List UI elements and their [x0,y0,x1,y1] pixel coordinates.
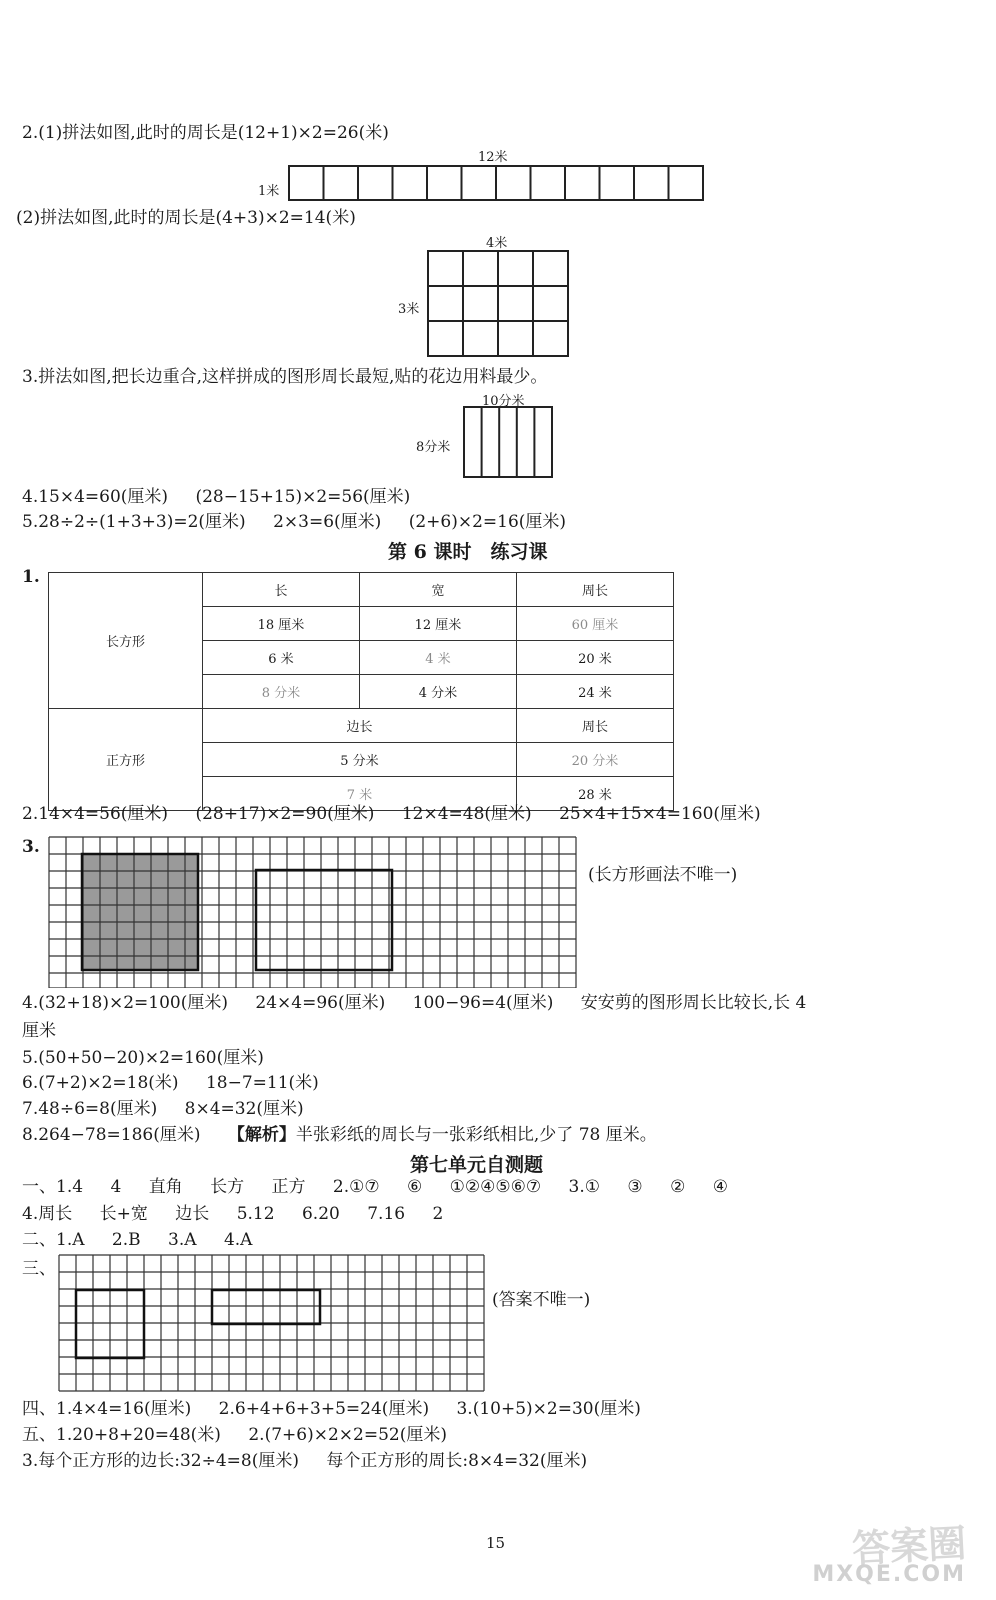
u1g: ⑥ [407,1177,423,1197]
unit-answer-1 [22,1176,728,1198]
u1b: 4 [110,1177,122,1197]
s-answer-4d: 安安剪的图形周长比较长,长 4 [580,993,807,1013]
drawn-rectangle-2 [212,1290,320,1324]
s-answer-8c: 半张彩纸的周长与一张彩纸相比,少了 78 厘米。 [295,1125,657,1145]
s-answer-4c: 100−96=4(厘米) [412,993,554,1013]
u6a: 五、1.20+8+20=48(米) [22,1425,221,1445]
u3b: 2.B [111,1230,141,1250]
fig2-left-label: 3米 [398,302,420,317]
u7a: 3.每个正方形的边长:32÷4=8(厘米) [22,1451,299,1471]
s-answer-8 [22,1124,657,1146]
u1h: ①②④⑤⑥⑦ [449,1177,542,1197]
s-answer-2d: 25×4+15×4=160(厘米) [559,804,761,824]
s-answer-8a: 8.264−78=186(厘米) [22,1125,201,1145]
page-number: 15 [486,1534,506,1552]
watermark-url: MXQE.COM [812,1562,966,1587]
answer-5a: 5.28÷2÷(1+3+3)=2(厘米) [22,512,246,532]
perimeter-table [48,572,674,811]
grid-drawing-1 [48,836,590,988]
th-perimeter: 周长 [516,573,673,607]
fig3-left-label: 8分米 [416,440,451,455]
u2g: 2 [432,1204,444,1224]
fig1-left-label: 1米 [258,184,280,199]
answer-4a: 4.15×4=60(厘米) [22,487,169,507]
table-cell-answer: 20 分米 [516,743,673,777]
answer-5b: 2×3=6(厘米) [273,512,382,532]
s-answer-6 [22,1072,319,1094]
u7b: 每个正方形的周长:8×4=32(厘米) [326,1451,588,1471]
u1e: 正方 [271,1177,306,1197]
u1a: 一、1.4 [22,1177,84,1197]
th-width: 宽 [359,573,516,607]
table-cell: 6 米 [202,641,359,675]
s-answer-6a: 6.(7+2)×2=18(米) [22,1073,179,1093]
u2f: 7.16 [367,1204,406,1224]
th-perimeter-2: 周长 [516,709,673,743]
s-answer-8-analysis: 【解析】 [227,1125,296,1145]
s-answer-7 [22,1098,304,1120]
u3c: 3.A [168,1230,197,1250]
watermark-logo: 答案圈 [851,1521,968,1571]
s-answer-7a: 7.48÷6=8(厘米) [22,1099,158,1119]
s-answer-4 [22,992,806,1014]
u2e: 6.20 [301,1204,340,1224]
table-cell: 5 分米 [202,743,516,777]
answer-2-2: (2)拼法如图,此时的周长是(4+3)×2=14(米) [16,208,356,228]
fig1-top-label: 12米 [478,150,508,165]
th-length: 长 [202,573,359,607]
square-label: 正方形 [49,709,203,811]
unit-answer-1b [22,1203,443,1225]
u1k: ② [670,1177,686,1197]
u2c: 边长 [175,1204,210,1224]
fig3-top-label: 10分米 [482,394,525,409]
answer-2-1: 2.(1)拼法如图,此时的周长是(12+1)×2=26(米) [22,123,389,143]
u6b: 2.(7+6)×2×2=52(厘米) [248,1425,447,1445]
answer-3: 3.拼法如图,把长边重合,这样拼成的图形周长最短,贴的花边用料最少。 [22,367,548,387]
th-side: 边长 [202,709,516,743]
fig1-strip [288,165,708,201]
table-cell: 24 米 [516,675,673,709]
table-cell: 18 厘米 [202,607,359,641]
u3d: 4.A [223,1230,253,1250]
s-answer-2 [22,803,761,825]
u1f: 2.①⑦ [332,1177,380,1197]
unit-answer-5 [22,1424,447,1446]
unit7-heading: 第七单元自测题 [410,1154,544,1176]
unit-answer-3-label: 三、 [22,1259,56,1279]
s-answer-7b: 8×4=32(厘米) [184,1099,304,1119]
table-cell-answer: 4 米 [359,641,516,675]
grid-drawing-2 [58,1254,494,1394]
u5c: 3.(10+5)×2=30(厘米) [456,1399,641,1419]
answer-4 [22,486,410,508]
u5b: 2.6+4+6+3+5=24(厘米) [218,1399,430,1419]
u1j: ③ [627,1177,643,1197]
answer-4b: (28−15+15)×2=56(厘米) [195,487,411,507]
table-cell-answer: 60 厘米 [516,607,673,641]
fig2-grid [427,250,571,358]
table-cell: 28 米 [516,777,673,811]
unit-answer-5-3 [22,1450,587,1472]
s-answer-6b: 18−7=11(米) [205,1073,319,1093]
u5a: 四、1.4×4=16(厘米) [22,1399,192,1419]
s-answer-4e: 厘米 [22,1021,56,1041]
answer-5c: (2+6)×2=16(厘米) [408,512,567,532]
u1c: 直角 [148,1177,183,1197]
rect-label: 长方形 [49,573,203,709]
s-answer-3-num: 3. [22,837,40,857]
u2a: 4.周长 [22,1204,73,1224]
s-answer-2a: 2.14×4=56(厘米) [22,804,169,824]
s-answer-4b: 24×4=96(厘米) [255,993,386,1013]
fig2-top-label: 4米 [486,236,508,251]
s-answer-4a: 4.(32+18)×2=100(厘米) [22,993,229,1013]
u1d: 长方 [210,1177,245,1197]
unit-answer-3-note: (答案不唯一) [492,1290,591,1310]
table-cell-answer: 8 分米 [202,675,359,709]
s-answer-5: 5.(50+50−20)×2=160(厘米) [22,1048,264,1068]
fig3-rect [463,406,553,478]
s-answer-2b: (28+17)×2=90(厘米) [195,804,375,824]
u1l: ④ [712,1177,728,1197]
lesson6-heading: 第 6 课时 练习课 [388,541,548,563]
answer-5 [22,511,566,533]
table-cell: 12 厘米 [359,607,516,641]
s-answer-3-note: (长方形画法不唯一) [588,865,738,885]
u2d: 5.12 [236,1204,275,1224]
u3a: 二、1.A [22,1230,85,1250]
u2b: 长+宽 [99,1204,148,1224]
table-cell-answer: 7 米 [202,777,516,811]
table-num: 1. [22,567,40,587]
s-answer-2c: 12×4=48(厘米) [401,804,532,824]
table-cell: 20 米 [516,641,673,675]
u1i: 3.① [568,1177,600,1197]
unit-answer-2 [22,1229,252,1251]
unit-answer-4 [22,1398,641,1420]
table-cell: 4 分米 [359,675,516,709]
